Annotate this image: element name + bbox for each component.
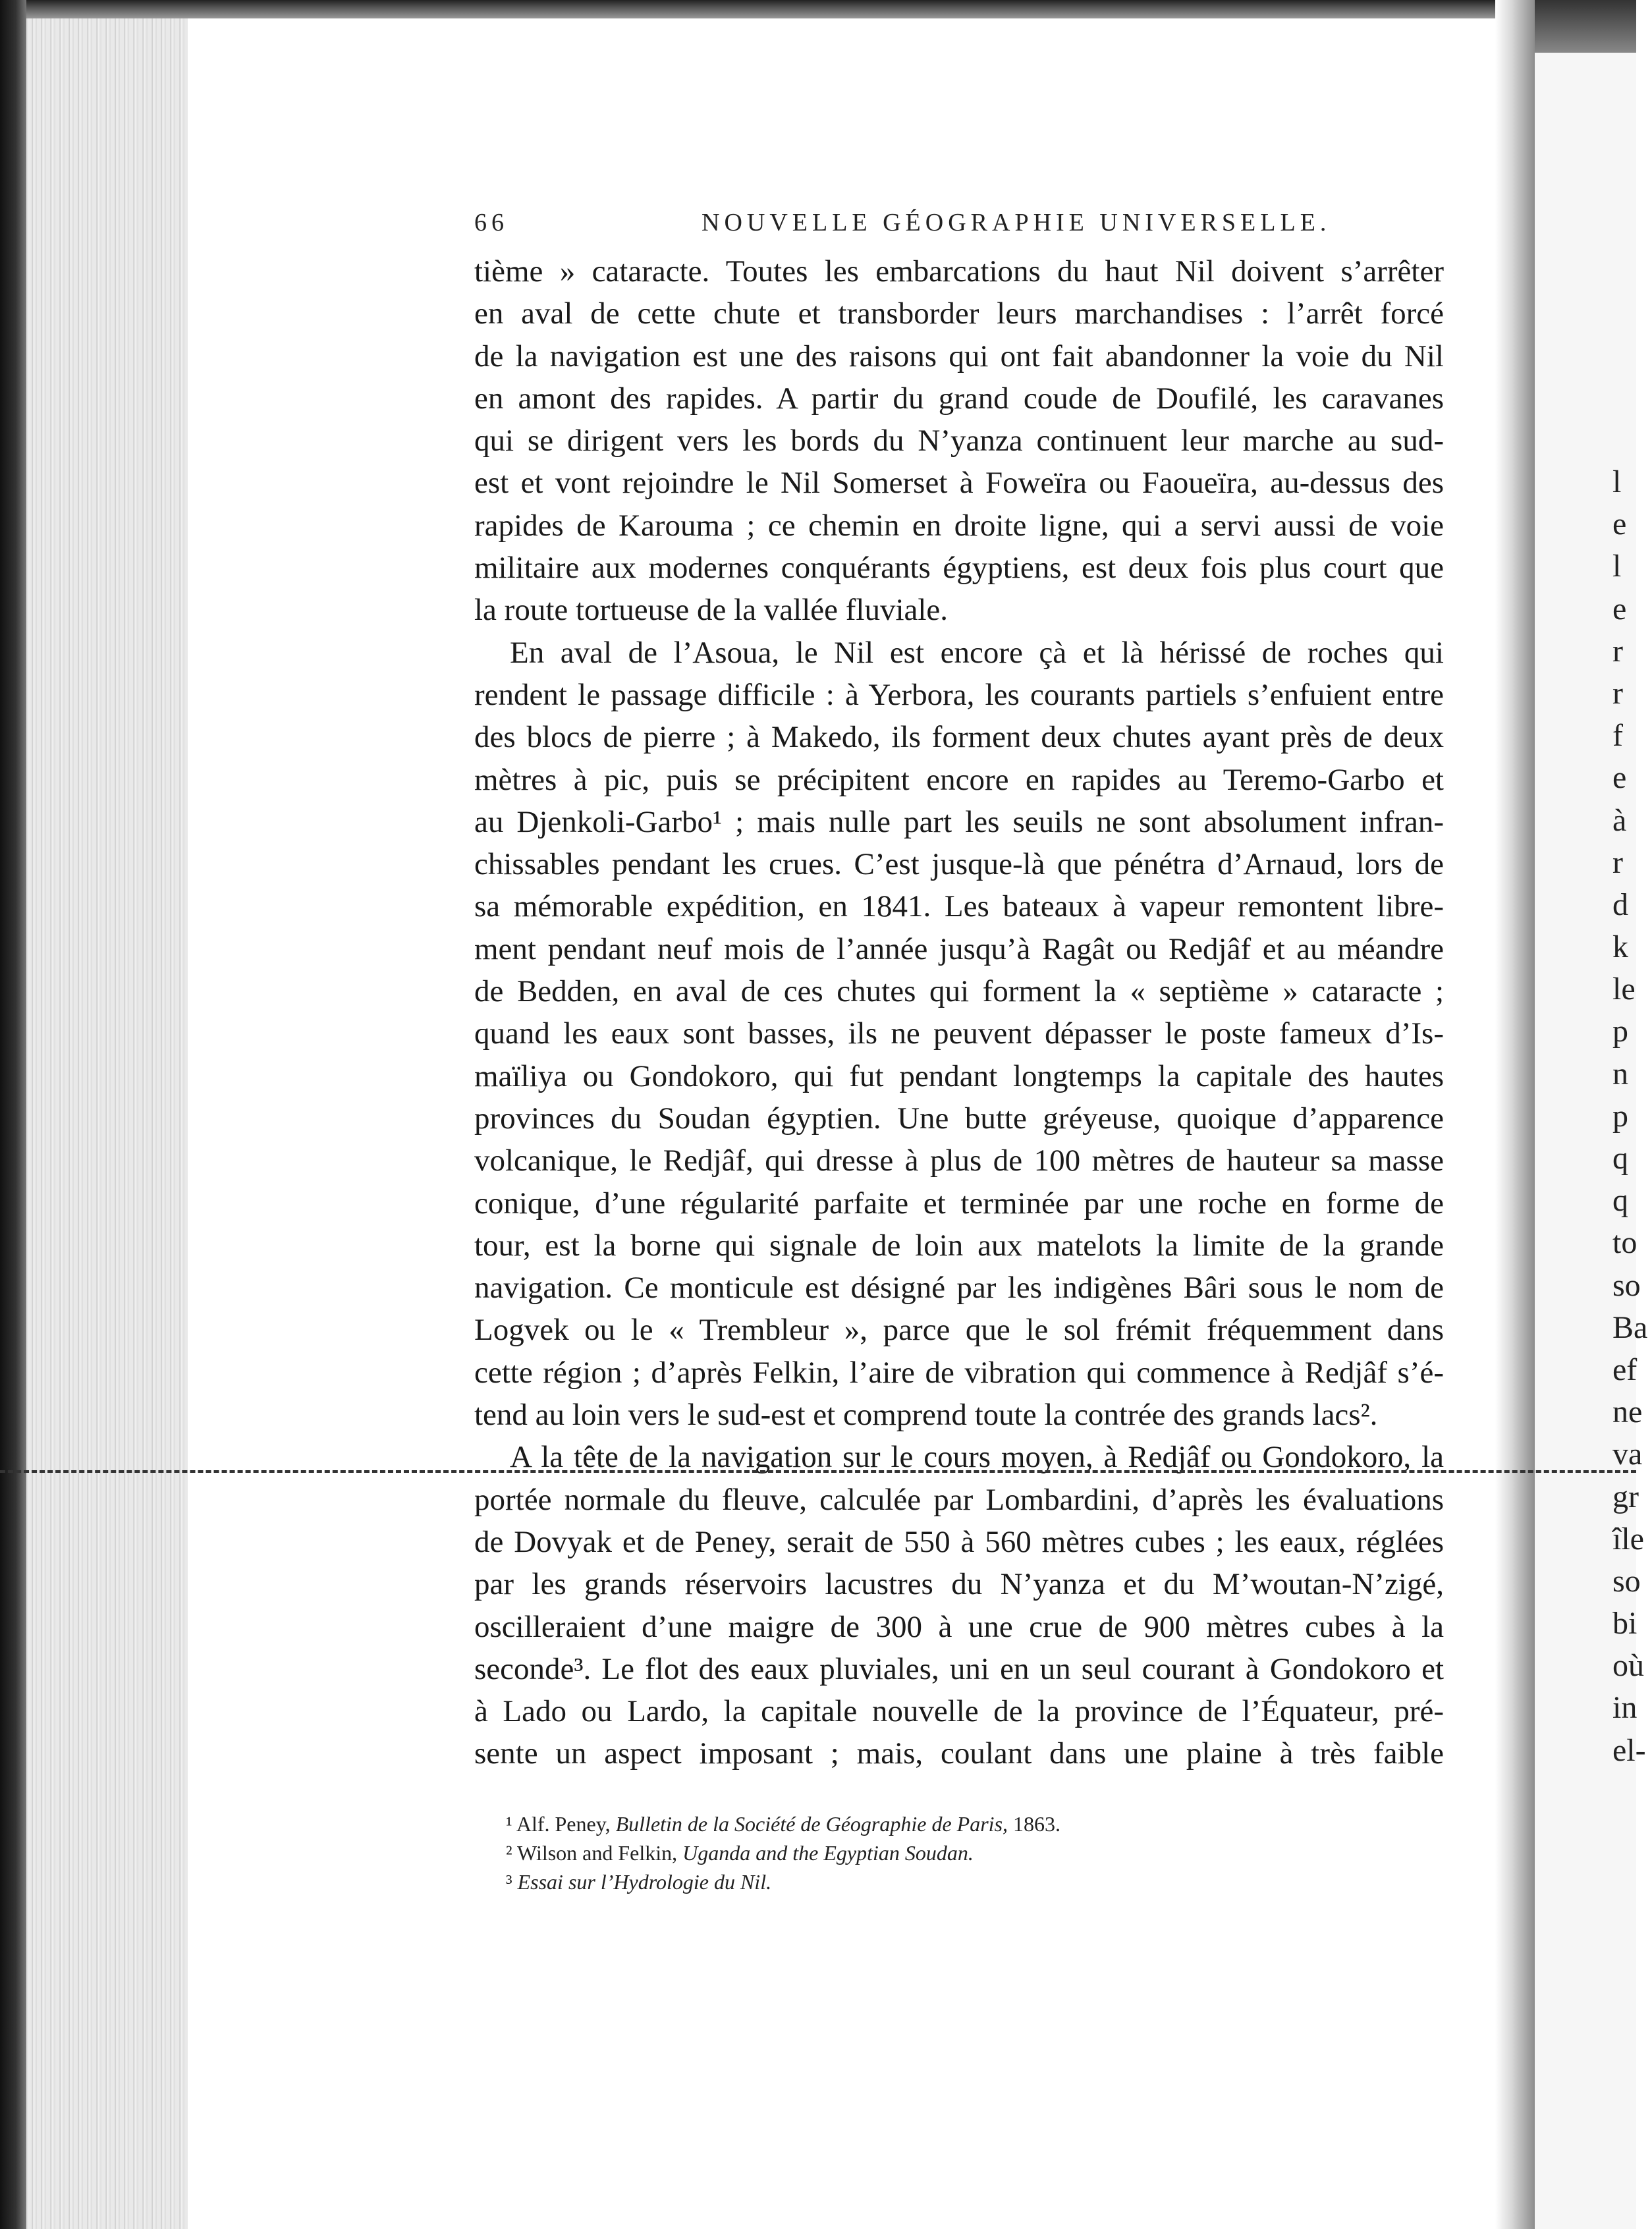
text-line-content: sa mémorable expédition, en 1841. Les bateaux à vapeur remontent libre-	[474, 889, 1444, 924]
text-line-content: En aval de l’Asoua, le Nil est encore çà et là hérissé de roches qui	[510, 635, 1444, 670]
footnote-rest: 1863.	[1008, 1811, 1061, 1836]
neighbor-page-fragment: r	[1612, 633, 1623, 669]
footnote-number: ²	[506, 1840, 518, 1865]
neighbor-page-fragment: gr	[1612, 1479, 1639, 1514]
text-line	[474, 1352, 1444, 1394]
text-line-content: en amont des rapides. A partir du grand coude de Doufilé, les caravanes	[474, 381, 1444, 416]
body-text	[474, 250, 1444, 1775]
text-line-content: maïliya ou Gondokoro, qui fut pendant longtemps la capitale des hautes	[474, 1059, 1444, 1093]
text-line-content: volcanique, le Redjâf, qui dresse à plus de 100 mètres de hauteur sa masse	[474, 1143, 1444, 1178]
scan-artifact-line	[0, 1470, 1636, 1473]
text-line	[474, 759, 1444, 801]
neighbor-page-fragment: in	[1612, 1690, 1638, 1726]
text-line	[474, 1309, 1444, 1351]
text-line-content: Logvek ou le « Trembleur », parce que le sol frémit fréquemment dans	[474, 1313, 1444, 1348]
neighbor-page-fragment: ne	[1612, 1394, 1643, 1430]
footnote-author: Wilson and Felkin,	[517, 1840, 683, 1865]
text-line-content: chissables pendant les crues. C’est jusque-là que pénétra d’Arnaud, lors de	[474, 847, 1444, 882]
footnotes	[474, 1809, 1444, 1896]
neighbor-page-fragment: va	[1612, 1437, 1643, 1472]
text-line	[474, 589, 1444, 631]
neighbor-page-top-edge	[1535, 0, 1636, 53]
text-line-content: au Djenkoli-Garbo¹ ; mais nulle part les seuils ne sont absolument infran-	[474, 804, 1444, 839]
page-number: 66	[474, 209, 509, 236]
text-line	[474, 928, 1444, 970]
page-gutter-shadow	[1495, 0, 1535, 2229]
running-title: NOUVELLE GÉOGRAPHIE UNIVERSELLE.	[702, 209, 1331, 236]
neighbor-page-fragment: so	[1612, 1267, 1641, 1303]
text-line-content: cette région ; d’après Felkin, l’aire de vibration qui commence à Redjâf s’é-	[474, 1355, 1444, 1390]
text-line	[474, 250, 1444, 292]
footnote-title: Essai sur l’Hydrologie du Nil.	[517, 1869, 772, 1894]
footnote-number: ³	[506, 1869, 518, 1894]
neighbor-page-fragment: e	[1612, 591, 1627, 626]
text-line	[474, 420, 1444, 462]
text-line-content: sente un aspect imposant ; mais, coulant dans une plaine à très faible	[474, 1736, 1444, 1771]
neighbor-page-fragment: el-	[1612, 1732, 1646, 1768]
neighbor-page-fragment: à	[1612, 802, 1627, 838]
text-line	[474, 970, 1444, 1012]
text-line	[474, 1479, 1444, 1521]
text-line	[474, 1563, 1444, 1605]
neighbor-page-fragment: l	[1612, 549, 1622, 584]
text-line	[474, 505, 1444, 547]
text-line-content: la route tortueuse de la vallée fluviale.	[474, 593, 949, 628]
text-line	[474, 1182, 1444, 1225]
text-line-content: tend au loin vers le sud-est et comprend toute la contrée des grands lacs².	[474, 1398, 1378, 1433]
neighbor-page-fragment: p	[1612, 1098, 1628, 1134]
text-line-content: seconde³. Le flot des eaux pluviales, uni en un seul courant à Gondokoro et	[474, 1651, 1444, 1686]
book-edge-left	[0, 0, 188, 2229]
text-line-content: tour, est la borne qui signale de loin aux matelots la limite de la grande	[474, 1228, 1444, 1263]
neighbor-page-fragment: to	[1612, 1225, 1638, 1261]
neighbor-page-fragment: bi	[1612, 1606, 1638, 1641]
text-line	[474, 1648, 1444, 1690]
text-line	[474, 885, 1444, 927]
text-line	[474, 1012, 1444, 1055]
running-head	[474, 198, 1444, 250]
text-line	[474, 1521, 1444, 1563]
text-line	[474, 1606, 1444, 1648]
book-spine-shadow	[0, 0, 26, 2229]
text-line-content: provinces du Soudan égyptien. Une butte gréyeuse, quoique d’apparence	[474, 1101, 1444, 1136]
neighbor-page-fragment: r	[1612, 675, 1623, 711]
neighbor-page-fragment: le	[1612, 972, 1636, 1007]
book-top-edge	[26, 0, 1502, 18]
text-line-content: qui se dirigent vers les bords du N’yanza continuent leur marche au sud-	[474, 424, 1444, 458]
text-line-content: tième » cataracte. Toutes les embarcations du haut Nil doivent s’arrêter	[474, 254, 1444, 289]
text-line	[474, 1732, 1444, 1775]
footnote	[506, 1867, 1444, 1896]
text-line-content: navigation. Ce monticule est désigné par les indigènes Bâri sous le nom de	[474, 1271, 1444, 1306]
footnote	[506, 1838, 1444, 1867]
text-line	[474, 1690, 1444, 1732]
neighbor-page-fragment: où	[1612, 1648, 1644, 1684]
footnote-title: Uganda and the Egyptian Soudan.	[682, 1840, 974, 1865]
footnote-author: Alf. Peney,	[516, 1811, 616, 1836]
neighbor-page-fragment: n	[1612, 1056, 1628, 1091]
neighbor-page-fragment: so	[1612, 1563, 1641, 1599]
text-line	[474, 547, 1444, 589]
neighbor-page-fragment: d	[1612, 887, 1628, 922]
neighbor-page-fragment: e	[1612, 507, 1627, 542]
text-line-content: portée normale du fleuve, calculée par Lombardini, d’après les évaluations	[474, 1482, 1444, 1517]
text-line-content: à Lado ou Lardo, la capitale nouvelle de la province de l’Équateur, pré-	[474, 1694, 1444, 1729]
text-line	[474, 674, 1444, 716]
text-line	[474, 377, 1444, 420]
neighbor-page-fragment: p	[1612, 1014, 1628, 1049]
text-line-content: A la tête de la navigation sur le cours moyen, à Redjâf ou Gondokoro, la	[510, 1440, 1444, 1475]
text-line	[474, 1225, 1444, 1267]
neighbor-page-fragment: e	[1612, 760, 1627, 796]
text-line	[474, 292, 1444, 335]
footnote	[506, 1809, 1444, 1838]
neighbor-page-fragment: k	[1612, 929, 1628, 965]
text-line	[474, 1140, 1444, 1182]
text-line-content: quand les eaux sont basses, ils ne peuvent dépasser le poste fameux d’Is-	[474, 1016, 1444, 1051]
neighbor-page-fragment: q	[1612, 1141, 1628, 1176]
text-line-content: en aval de cette chute et transborder leurs marchandises : l’arrêt forcé	[474, 296, 1444, 331]
text-line	[474, 1267, 1444, 1309]
footnote-number: ¹	[506, 1811, 516, 1836]
neighbor-page-fragment: ef	[1612, 1352, 1638, 1387]
footnote-title: Bulletin de la Société de Géographie de Paris,	[615, 1811, 1008, 1836]
text-line	[474, 335, 1444, 377]
text-line-content: militaire aux modernes conquérants égyptiens, est deux fois plus court que	[474, 551, 1444, 586]
text-line-content: de Bedden, en aval de ces chutes qui forment la « septième » cataracte ;	[474, 974, 1444, 1009]
text-line-content: mètres à pic, puis se précipitent encore en rapides au Teremo-Garbo et	[474, 762, 1444, 797]
neighbor-page-text	[1612, 461, 1652, 1772]
neighbor-page-fragment: r	[1612, 844, 1623, 880]
text-line-content: des blocs de pierre ; à Makedo, ils forment deux chutes ayant près de deux	[474, 720, 1444, 755]
neighbor-page-fragment: f	[1612, 718, 1623, 754]
neighbor-page-fragment: Ba	[1612, 1309, 1648, 1345]
text-line	[474, 462, 1444, 504]
text-line-content: est et vont rejoindre le Nil Somerset à Foweïra ou Faoueïra, au-dessus des	[474, 466, 1444, 501]
neighbor-page-fragment: q	[1612, 1183, 1628, 1219]
neighbor-page-fragment: l	[1612, 464, 1622, 499]
book-page	[474, 198, 1444, 1896]
text-line-content: rapides de Karouma ; ce chemin en droite ligne, qui a servi aussi de voie	[474, 508, 1444, 543]
text-line-content: de la navigation est une des raisons qui ont fait abandonner la voie du Nil	[474, 339, 1444, 373]
text-line-content: ment pendant neuf mois de l’année jusqu’à Ragât ou Redjâf et au méandre	[474, 931, 1444, 966]
neighbor-page-fragment: île	[1612, 1521, 1644, 1556]
text-line	[474, 1055, 1444, 1097]
text-line	[474, 843, 1444, 885]
text-line-content: rendent le passage difficile : à Yerbora, les courants partiels s’enfuient entre	[474, 677, 1444, 712]
text-line-content: par les grands réservoirs lacustres du N’yanza et du M’woutan-N’zigé,	[474, 1567, 1444, 1602]
text-line	[474, 1394, 1444, 1436]
text-line	[474, 1097, 1444, 1140]
text-line-content: de Dovyak et de Peney, serait de 550 à 560 mètres cubes ; les eaux, réglées	[474, 1524, 1444, 1559]
text-line-content: oscilleraient d’une maigre de 300 à une crue de 900 mètres cubes à la	[474, 1609, 1444, 1644]
text-line-content: conique, d’une régularité parfaite et terminée par une roche en forme de	[474, 1186, 1444, 1221]
text-line	[474, 801, 1444, 843]
text-line	[474, 716, 1444, 758]
text-line	[474, 632, 1444, 674]
